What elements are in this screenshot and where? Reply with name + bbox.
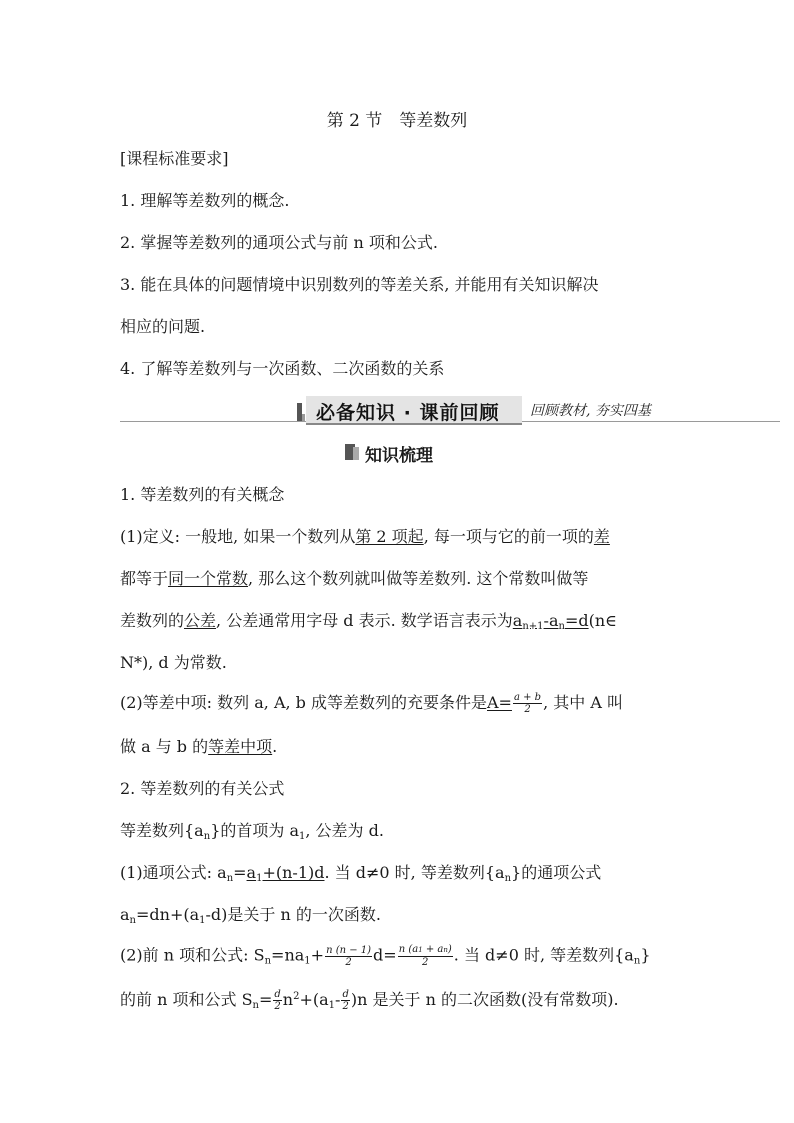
- banner-marker-accent: [302, 414, 305, 421]
- sum-fraction-2: $\frac{n (a1 + an)}{2}$: [398, 944, 452, 968]
- requirement-item: 4. 了解等差数列与一次函数、二次函数的关系: [120, 359, 445, 378]
- definition-line-4: N*), d 为常数.: [120, 653, 227, 672]
- formulas-intro: 等差数列$\{a_n\}$的首项为 $a_1$, 公差为 d.: [120, 821, 384, 842]
- page-title: 第 2 节 等差数列: [326, 111, 468, 131]
- mean-fraction: $\frac{a + b}{2}$: [513, 692, 542, 715]
- general-term-formula: $a_1+(n-1)d$: [246, 863, 325, 884]
- sum-line-2: 的前 n 项和公式 $S_n=$ $\frac{d}{2}$ $n^2+(a_1-$ $\frac{d}{2}$ )n 是关于 n 的二次函数(没有常数项).: [120, 989, 619, 1012]
- definition-line-3: 差数列的公差, 公差通常用字母 d 表示. 数学语言表示为$a_{n+1}-a_n=d(n\in$: [120, 611, 617, 632]
- requirement-item: 2. 掌握等差数列的通项公式与前 n 项和公式.: [120, 233, 438, 252]
- requirement-item: 1. 理解等差数列的概念.: [120, 191, 290, 210]
- section-title: 知识梳理: [365, 446, 433, 466]
- general-term-line-2: $a_n=dn+(a_1-d)$是关于 n 的一次函数.: [120, 905, 381, 926]
- concepts-heading: 1. 等差数列的有关概念: [120, 485, 285, 504]
- banner-tagline: 回顾教材, 夯实四基: [530, 403, 651, 419]
- section-icon: [345, 444, 359, 460]
- requirement-item: 3. 能在具体的问题情境中识别数列的等差关系, 并能用有关知识解决: [120, 275, 599, 294]
- banner-title: 必备知识 · 课前回顾: [316, 402, 500, 424]
- definition-line-2: 都等于同一个常数, 那么这个数列就叫做等差数列. 这个常数叫做等: [120, 569, 589, 588]
- difference-formula: $a_{n+1}-a_n=d$: [512, 611, 589, 632]
- sum-line-1: (2)前 n 项和公式: $S_n=na_1+$ $\frac{n (n - 1)}{2}$ d= $\frac{n (a1 + an)}{2}$ . 当 d≠0 时, 等差数列$\{a_n\}$: [120, 944, 651, 968]
- formulas-heading: 2. 等差数列的有关公式: [120, 779, 285, 798]
- requirement-item: 相应的问题.: [120, 317, 206, 336]
- sum-fraction-1: $\frac{n (n - 1)}{2}$: [326, 944, 372, 968]
- definition-line-1: (1)定义: 一般地, 如果一个数列从第 2 项起, 每一项与它的前一项的差: [120, 527, 610, 546]
- general-term-line-1: (1)通项公式: $a_n=a_1+(n-1)d$. 当 d≠0 时, 等差数列$\{a_n\}$的通项公式: [120, 863, 602, 884]
- middle-term-line-1: (2)等差中项: 数列 a, A, b 成等差数列的充要条件是A= $\frac{a + b}{2}$ , 其中 A 叫: [120, 692, 623, 715]
- requirements-header: [课程标准要求]: [120, 149, 229, 168]
- middle-term-line-2: 做 a 与 b 的等差中项.: [120, 737, 278, 756]
